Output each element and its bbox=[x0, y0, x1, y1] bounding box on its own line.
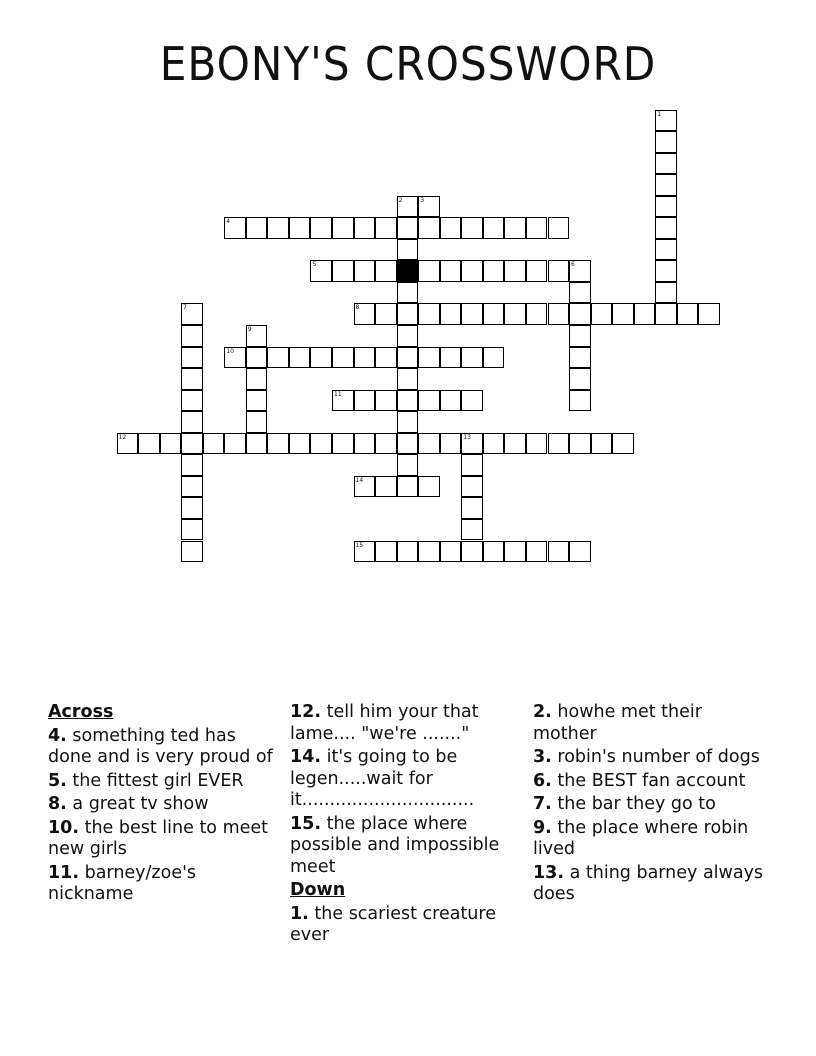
grid-cell[interactable] bbox=[267, 347, 289, 369]
grid-cell[interactable] bbox=[655, 196, 677, 218]
grid-cell[interactable] bbox=[397, 454, 419, 476]
grid-cell[interactable] bbox=[332, 260, 354, 282]
grid-cell[interactable] bbox=[591, 433, 613, 455]
grid-cell[interactable] bbox=[548, 541, 570, 563]
grid-cell[interactable] bbox=[375, 476, 397, 498]
grid-cell[interactable] bbox=[569, 541, 591, 563]
clue-across-10 bbox=[48, 818, 280, 861]
clue-column-2 bbox=[290, 702, 522, 949]
clue-text: a great tv show bbox=[72, 794, 209, 814]
cell-number: 10 bbox=[226, 347, 234, 355]
cell-number: 1 bbox=[657, 110, 662, 118]
grid-cell[interactable] bbox=[267, 217, 289, 239]
cell-number: 14 bbox=[355, 476, 364, 484]
clue-text: howhe met their mother bbox=[533, 702, 702, 744]
grid-cell[interactable] bbox=[440, 390, 462, 412]
grid-cell[interactable] bbox=[397, 282, 419, 304]
grid-cell[interactable] bbox=[418, 433, 440, 455]
grid-cell[interactable] bbox=[655, 174, 677, 196]
grid-cell[interactable] bbox=[181, 325, 203, 347]
clue-down-1 bbox=[290, 904, 522, 947]
grid-cell[interactable] bbox=[246, 411, 268, 433]
grid-cell[interactable] bbox=[440, 347, 462, 369]
grid-cell[interactable] bbox=[375, 303, 397, 325]
grid-cell[interactable] bbox=[332, 390, 354, 412]
grid-cell[interactable] bbox=[418, 390, 440, 412]
grid-cell[interactable] bbox=[397, 368, 419, 390]
cell-number: 11 bbox=[334, 390, 342, 398]
grid-cell[interactable] bbox=[461, 454, 483, 476]
grid-cell[interactable] bbox=[332, 347, 354, 369]
clue-number: 2. bbox=[533, 702, 552, 722]
grid-cell[interactable] bbox=[289, 433, 311, 455]
grid-cell[interactable] bbox=[655, 217, 677, 239]
grid-cell[interactable] bbox=[569, 282, 591, 304]
grid-cell[interactable] bbox=[612, 433, 634, 455]
cell-number: 15 bbox=[355, 541, 364, 549]
grid-cell[interactable] bbox=[181, 476, 203, 498]
grid-cell[interactable] bbox=[698, 303, 720, 325]
grid-cell[interactable] bbox=[354, 433, 376, 455]
grid-cell[interactable] bbox=[418, 541, 440, 563]
grid-cell[interactable] bbox=[569, 368, 591, 390]
grid-cell[interactable] bbox=[181, 390, 203, 412]
grid-cell[interactable] bbox=[203, 433, 225, 455]
grid-cell[interactable] bbox=[548, 303, 570, 325]
clue-across-8 bbox=[48, 794, 280, 816]
grid-cell[interactable] bbox=[332, 433, 354, 455]
grid-cell[interactable] bbox=[397, 541, 419, 563]
grid-cell[interactable] bbox=[181, 454, 203, 476]
grid-cell[interactable] bbox=[526, 217, 548, 239]
grid-cell[interactable] bbox=[310, 433, 332, 455]
clue-number: 5. bbox=[48, 770, 67, 791]
clue-number: 12. bbox=[290, 702, 322, 722]
grid-cell[interactable] bbox=[267, 433, 289, 455]
grid-cell[interactable] bbox=[246, 347, 268, 369]
grid-cell[interactable] bbox=[354, 476, 376, 498]
grid-cell[interactable] bbox=[224, 217, 246, 239]
grid-cell[interactable] bbox=[655, 110, 677, 132]
grid-cell[interactable] bbox=[440, 541, 462, 563]
grid-cell[interactable] bbox=[375, 390, 397, 412]
grid-cell[interactable] bbox=[461, 497, 483, 519]
down-heading: Down bbox=[290, 880, 346, 900]
grid-cell[interactable] bbox=[655, 303, 677, 325]
grid-cell[interactable] bbox=[461, 260, 483, 282]
clue-text: robin's number of dogs bbox=[557, 747, 760, 767]
grid-cell[interactable] bbox=[461, 347, 483, 369]
clue-down-3 bbox=[533, 747, 765, 769]
grid-cell[interactable] bbox=[569, 347, 591, 369]
grid-cell[interactable] bbox=[397, 325, 419, 347]
grid-cell[interactable] bbox=[246, 390, 268, 412]
cell-number: 5 bbox=[312, 261, 317, 269]
grid-cell[interactable] bbox=[181, 411, 203, 433]
clue-text: tell him your that lame.... "we're ......." bbox=[290, 702, 479, 744]
grid-cell[interactable] bbox=[397, 476, 419, 498]
clue-number: 10. bbox=[48, 817, 80, 838]
clue-text: the place where robin lived bbox=[533, 817, 749, 859]
grid-cell[interactable] bbox=[526, 433, 548, 455]
grid-cell[interactable] bbox=[591, 303, 613, 325]
grid-cell[interactable] bbox=[181, 347, 203, 369]
clue-text: the bar they go to bbox=[557, 794, 716, 814]
grid-cell[interactable] bbox=[310, 217, 332, 239]
grid-cell[interactable] bbox=[354, 390, 376, 412]
clue-across-4 bbox=[48, 726, 280, 769]
grid-cell[interactable] bbox=[655, 239, 677, 261]
grid-cell[interactable] bbox=[310, 260, 332, 282]
grid-cell[interactable] bbox=[289, 347, 311, 369]
grid-cell[interactable] bbox=[483, 260, 505, 282]
clue-number: 1. bbox=[290, 903, 309, 924]
grid-cell[interactable] bbox=[569, 303, 591, 325]
grid-cell[interactable] bbox=[548, 217, 570, 239]
cell-number: 6 bbox=[571, 261, 575, 269]
grid-cell[interactable] bbox=[181, 541, 203, 563]
clue-column-3 bbox=[533, 702, 765, 908]
clue-number: 14. bbox=[290, 747, 322, 767]
grid-cell[interactable] bbox=[354, 303, 376, 325]
grid-cell[interactable] bbox=[375, 433, 397, 455]
grid-cell[interactable] bbox=[397, 303, 419, 325]
grid-cell[interactable] bbox=[375, 541, 397, 563]
black-cell bbox=[397, 260, 419, 282]
grid-cell[interactable] bbox=[504, 541, 526, 563]
clue-number: 7. bbox=[533, 794, 552, 814]
grid-cell[interactable] bbox=[418, 260, 440, 282]
clue-text: the fittest girl EVER bbox=[72, 770, 244, 791]
clue-across-15 bbox=[290, 814, 522, 879]
grid-cell[interactable] bbox=[677, 303, 699, 325]
clue-text: the scariest creature ever bbox=[290, 903, 496, 945]
cell-number: 4 bbox=[226, 218, 231, 226]
clue-number: 15. bbox=[290, 813, 322, 834]
clue-number: 3. bbox=[533, 747, 552, 767]
grid-cell[interactable] bbox=[246, 217, 268, 239]
clue-number: 13. bbox=[533, 862, 565, 883]
grid-cell[interactable] bbox=[354, 541, 376, 563]
grid-cell[interactable] bbox=[160, 433, 182, 455]
grid-cell[interactable] bbox=[655, 282, 677, 304]
grid-cell[interactable] bbox=[461, 217, 483, 239]
grid-cell[interactable] bbox=[655, 153, 677, 175]
grid-cell[interactable] bbox=[397, 433, 419, 455]
grid-cell[interactable] bbox=[117, 433, 139, 455]
grid-cell[interactable] bbox=[418, 303, 440, 325]
grid-cell[interactable] bbox=[375, 260, 397, 282]
grid-cell[interactable] bbox=[569, 260, 591, 282]
grid-cell[interactable] bbox=[569, 433, 591, 455]
grid-cell[interactable] bbox=[526, 541, 548, 563]
grid-cell[interactable] bbox=[418, 347, 440, 369]
clue-across-11 bbox=[48, 863, 280, 906]
clue-across-14 bbox=[290, 747, 522, 812]
clue-down-6 bbox=[533, 771, 765, 793]
grid-cell[interactable] bbox=[354, 260, 376, 282]
grid-cell[interactable] bbox=[461, 519, 483, 541]
grid-cell[interactable] bbox=[483, 433, 505, 455]
grid-cell[interactable] bbox=[397, 196, 419, 218]
grid-cell[interactable] bbox=[440, 260, 462, 282]
grid-cell[interactable] bbox=[310, 347, 332, 369]
grid-cell[interactable] bbox=[440, 433, 462, 455]
grid-cell[interactable] bbox=[655, 260, 677, 282]
grid-cell[interactable] bbox=[461, 541, 483, 563]
grid-cell[interactable] bbox=[224, 433, 246, 455]
clue-text: something ted has done and is very proud of bbox=[48, 725, 273, 767]
grid-cell[interactable] bbox=[504, 217, 526, 239]
grid-cell[interactable] bbox=[483, 541, 505, 563]
clue-text: it's going to be legen.....wait for it............................... bbox=[290, 747, 475, 810]
grid-cell[interactable] bbox=[354, 347, 376, 369]
clue-down-13 bbox=[533, 863, 765, 906]
grid-cell[interactable] bbox=[138, 433, 160, 455]
grid-cell[interactable] bbox=[418, 217, 440, 239]
clue-column-1 bbox=[48, 702, 280, 908]
grid-cell[interactable] bbox=[397, 390, 419, 412]
cell-number: 13 bbox=[463, 433, 471, 441]
clue-across-12 bbox=[290, 702, 522, 745]
grid-cell[interactable] bbox=[246, 368, 268, 390]
grid-cell[interactable] bbox=[440, 303, 462, 325]
cell-number: 2 bbox=[398, 196, 403, 204]
page-title: EBONY'S CROSSWORD bbox=[159, 37, 657, 91]
grid-cell[interactable] bbox=[569, 325, 591, 347]
clue-text: a thing barney always does bbox=[533, 862, 764, 904]
grid-cell[interactable] bbox=[504, 433, 526, 455]
cell-number: 12 bbox=[118, 433, 127, 441]
grid-cell[interactable] bbox=[569, 390, 591, 412]
cell-number: 7 bbox=[183, 304, 187, 312]
grid-cell[interactable] bbox=[181, 519, 203, 541]
clue-down-7 bbox=[533, 794, 765, 816]
grid-cell[interactable] bbox=[461, 433, 483, 455]
grid-cell[interactable] bbox=[461, 390, 483, 412]
grid-cell[interactable] bbox=[548, 433, 570, 455]
clue-across-5 bbox=[48, 771, 280, 793]
cell-number: 9 bbox=[247, 326, 252, 333]
grid-cell[interactable] bbox=[397, 347, 419, 369]
grid-cell[interactable] bbox=[181, 368, 203, 390]
grid-cell[interactable] bbox=[483, 303, 505, 325]
grid-cell[interactable] bbox=[397, 411, 419, 433]
grid-cell[interactable] bbox=[461, 476, 483, 498]
grid-cell[interactable] bbox=[440, 217, 462, 239]
grid-cell[interactable] bbox=[224, 347, 246, 369]
clue-text: barney/zoe's nickname bbox=[48, 862, 197, 904]
grid-cell[interactable] bbox=[548, 260, 570, 282]
grid-cell[interactable] bbox=[289, 217, 311, 239]
clue-number: 8. bbox=[48, 794, 67, 814]
across-heading: Across bbox=[48, 702, 114, 722]
grid-cell[interactable] bbox=[655, 131, 677, 153]
grid-cell[interactable] bbox=[418, 476, 440, 498]
grid-cell[interactable] bbox=[246, 325, 268, 347]
grid-cell[interactable] bbox=[526, 260, 548, 282]
grid-cell[interactable] bbox=[504, 260, 526, 282]
clue-number: 6. bbox=[533, 770, 552, 791]
grid-cell[interactable] bbox=[354, 217, 376, 239]
clue-text: the place where possible and impossible meet bbox=[290, 813, 500, 877]
grid-cell[interactable] bbox=[375, 347, 397, 369]
grid-cell[interactable] bbox=[397, 217, 419, 239]
grid-cell[interactable] bbox=[375, 217, 397, 239]
grid-cell[interactable] bbox=[634, 303, 656, 325]
grid-cell[interactable] bbox=[461, 303, 483, 325]
grid-cell[interactable] bbox=[526, 303, 548, 325]
clue-down-9 bbox=[533, 818, 765, 861]
grid-cell[interactable] bbox=[418, 196, 440, 218]
grid-cell[interactable] bbox=[397, 239, 419, 261]
cell-number: 8 bbox=[355, 304, 360, 312]
grid-cell[interactable] bbox=[612, 303, 634, 325]
grid-cell[interactable] bbox=[483, 347, 505, 369]
cell-number: 3 bbox=[420, 196, 425, 204]
clue-down-2 bbox=[533, 702, 765, 745]
grid-cell[interactable] bbox=[483, 217, 505, 239]
clue-number: 9. bbox=[533, 817, 552, 838]
clue-number: 11. bbox=[48, 862, 80, 883]
clue-text: the BEST fan account bbox=[557, 770, 746, 791]
grid-cell[interactable] bbox=[504, 303, 526, 325]
grid-cell[interactable] bbox=[332, 217, 354, 239]
grid-cell[interactable] bbox=[181, 433, 203, 455]
grid-cell[interactable] bbox=[181, 497, 203, 519]
grid-cell[interactable] bbox=[181, 303, 203, 325]
grid-cell[interactable] bbox=[246, 433, 268, 455]
clue-text: the best line to meet new girls bbox=[48, 817, 269, 859]
clue-number: 4. bbox=[48, 725, 67, 746]
